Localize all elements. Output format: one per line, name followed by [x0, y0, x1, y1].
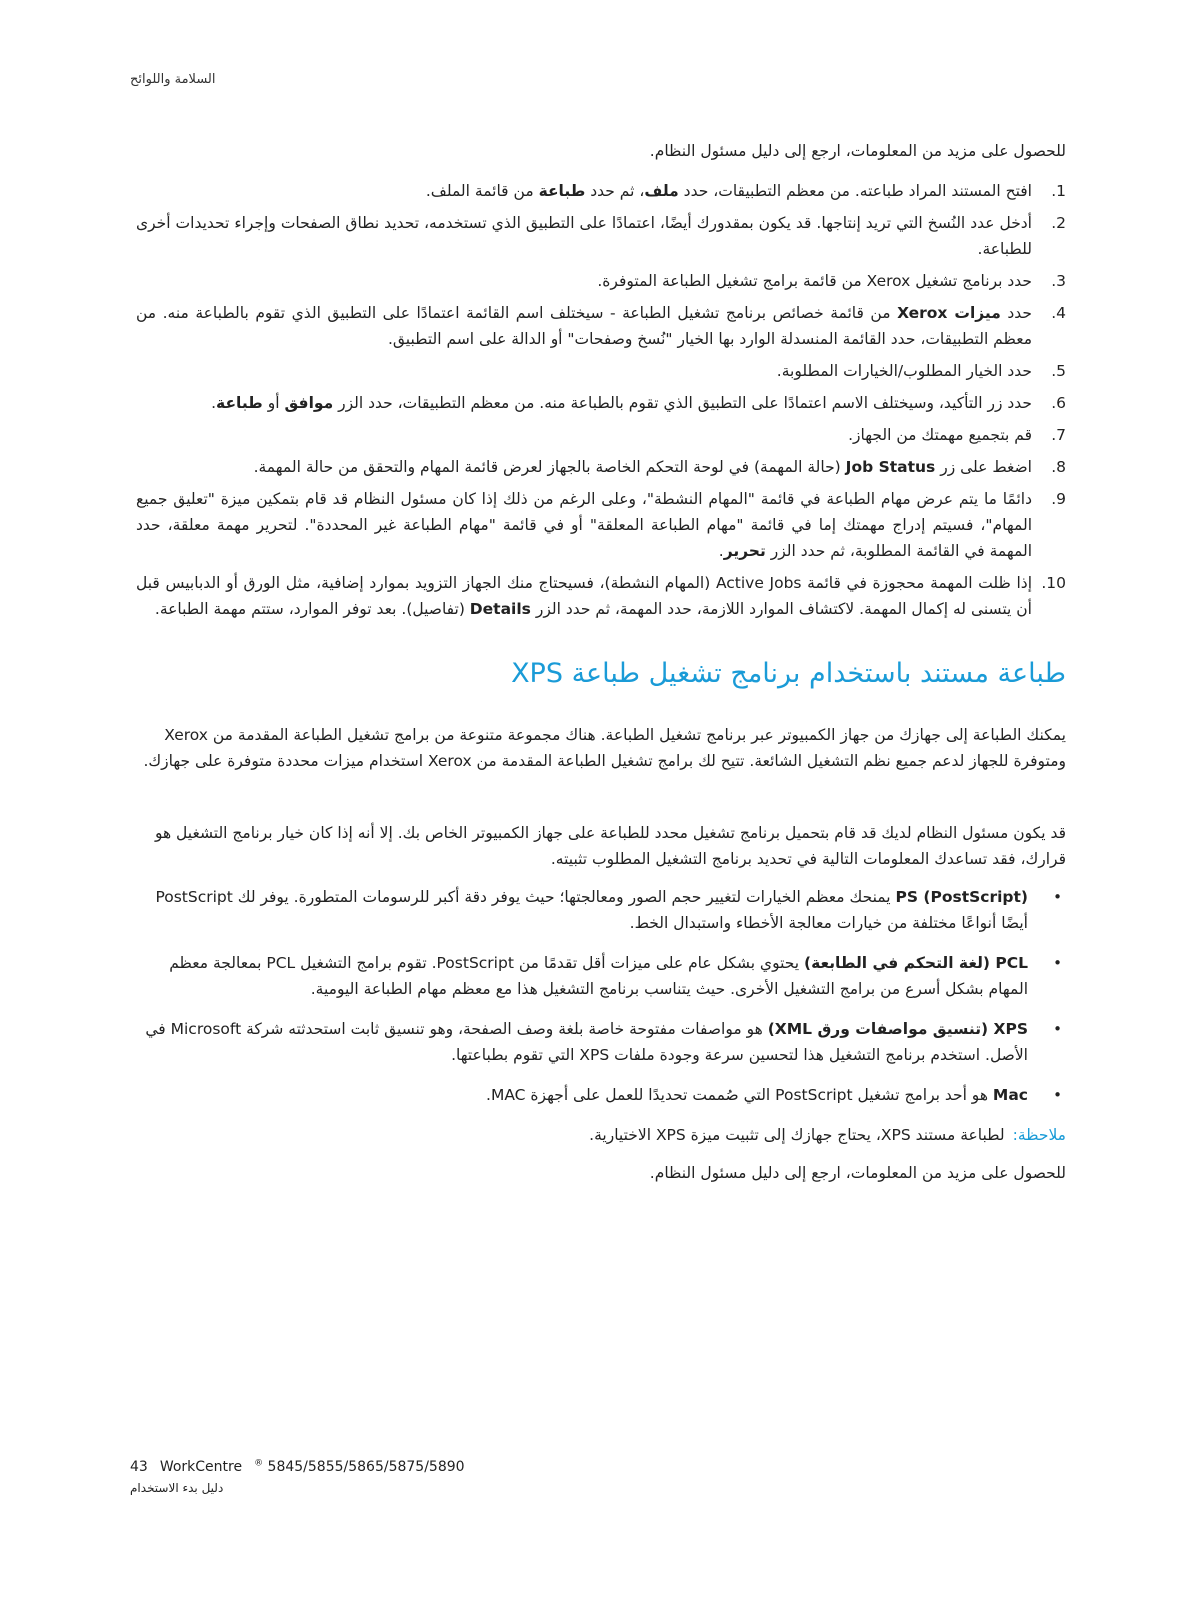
page-content: [136, 138, 1066, 1198]
driver-bullet-item: [136, 884, 1066, 936]
bullet-dot-icon: •: [1053, 888, 1062, 906]
driver-name: PS (PostScript): [895, 888, 1028, 906]
driver-name: XPS (تنسيق مواصفات ورق XML): [767, 1020, 1028, 1038]
step-number: 6.: [1051, 394, 1066, 412]
note-text: لطباعة مستند XPS، يحتاج جهازك إلى تثبيت ميزة XPS الاختيارية.: [589, 1126, 1005, 1144]
driver-description: يحتوي بشكل عام على ميزات أقل تقدمًا من PostScript. تقوم برامج التشغيل PCL بمعالجة معظم المهام بشكل أسرع من برامج التشغيل الأخرى. حيث يتناسب برنامج التشغيل هذا مع معظم مهام الطباعة اليومية.: [169, 954, 1028, 998]
step-text: من قائمة الملف.: [425, 182, 539, 200]
running-header: السلامة واللوائح: [130, 72, 216, 87]
step-number: 4.: [1051, 304, 1066, 322]
product-models: 5845/5855/5865/5875/5890: [263, 1458, 465, 1475]
step-text: أدخل عدد النُسخ التي تريد إنتاجها. قد يكون بمقدورك أيضًا، اعتمادًا على التطبيق الذي تستخدمه، تحديد نطاق الصفحات وإجراء تحديدات أخرى للطباعة.: [136, 214, 1032, 258]
driver-bullet-item: [136, 950, 1066, 1002]
intro-paragraph: للحصول على مزيد من المعلومات، ارجع إلى دليل مسئول النظام.: [649, 142, 1066, 160]
footer-product-line: [130, 1458, 477, 1475]
step-emphasis: طباعة: [216, 394, 263, 412]
step-emphasis: موافق: [284, 394, 334, 412]
step-number: 5.: [1051, 362, 1066, 380]
step-number: 9.: [1051, 490, 1066, 508]
steps-list: [136, 178, 1066, 622]
product-name: [160, 1459, 477, 1475]
step-number: 8.: [1051, 458, 1066, 476]
guide-name: دليل بدء الاستخدام: [130, 1480, 224, 1495]
step-text: من قائمة خصائص برنامج تشغيل الطباعة - سيختلف اسم القائمة اعتمادًا على التطبيق الذي تقوم بالطباعة منه. من معظم التطبيقات، حدد القائمة المنسدلة الوارد بها الخيار "نُسخ وصفحات" أو الدالة على اسم التطبيق.: [136, 304, 1032, 348]
step-item: [136, 390, 1066, 416]
step-text: حدد الخيار المطلوب/الخيارات المطلوبة.: [776, 362, 1032, 380]
step-emphasis: ميزات Xerox: [897, 304, 1001, 322]
driver-name: PCL (لغة التحكم في الطابعة): [804, 954, 1028, 972]
step-text: أو: [262, 394, 285, 412]
step-text: (حالة المهمة) في لوحة التحكم الخاصة بالجهاز لعرض قائمة المهام والتحقق من حالة المهمة.: [253, 458, 846, 476]
step-text: .: [211, 394, 217, 412]
step-item: [136, 422, 1066, 448]
step-text: (تفاصيل). بعد توفر الموارد، ستتم مهمة الطباعة.: [154, 600, 470, 618]
step-text: ، ثم حدد: [585, 182, 645, 200]
driver-description: يمنحك معظم الخيارات لتغيير حجم الصور ومعالجتها؛ حيث يوفر دقة أكبر للرسومات المتطورة. يوفر لك PostScript أيضًا أنواعًا مختلفة من خيارات معالجة الأخطاء واستبدال الخط.: [155, 888, 1028, 932]
driver-description: هو أحد برامج تشغيل PostScript التي صُممت تحديدًا للعمل على أجهزة MAC.: [486, 1086, 993, 1104]
step-emphasis: ملف: [644, 182, 679, 200]
note: [136, 1122, 1066, 1148]
step-text: حدد زر التأكيد، وسيختلف الاسم اعتمادًا على التطبيق الذي تقوم بالطباعة منه. من معظم التطبيقات، حدد الزر: [333, 394, 1032, 412]
step-emphasis: طباعة: [538, 182, 586, 200]
section-paragraph-2: قد يكون مسئول النظام لديك قد قام بتحميل برنامج تشغيل محدد للطباعة على جهاز الكمبيوتر الخاص بك. إلا أنه إذا كان خيار برنامج التشغيل هو قرارك، فقد تساعدك المعلومات التالية في تحديد برنامج التشغيل المطلوب تثبيته.: [154, 824, 1066, 868]
step-item: [136, 454, 1066, 480]
product-prefix: WorkCentre: [159, 1458, 243, 1475]
step-text: .: [718, 542, 724, 560]
step-item: [136, 268, 1066, 294]
section-heading: طباعة مستند باستخدام برنامج تشغيل طباعة XPS: [511, 658, 1066, 689]
section-paragraph-1: يمكنك الطباعة إلى جهازك من جهاز الكمبيوتر عبر برنامج تشغيل الطباعة. هناك مجموعة متنوعة من برامج تشغيل الطباعة المقدمة من Xerox ومتوفرة للجهاز لدعم جميع نظم التشغيل الشائعة. تتيح لك برامج تشغيل الطباعة المقدمة من Xerox استخدام ميزات محددة متوفرة على جهازك.: [143, 726, 1066, 770]
driver-bullets: [136, 884, 1066, 1108]
step-emphasis: Job Status: [845, 458, 936, 476]
note-label: ملاحظة:: [1012, 1126, 1066, 1144]
step-text: افتح المستند المراد طباعته. من معظم التطبيقات، حدد: [678, 182, 1032, 200]
registered-mark: ®: [254, 1458, 264, 1468]
step-number: 10.: [1041, 574, 1066, 592]
driver-name: Mac: [992, 1086, 1028, 1104]
step-item: [136, 486, 1066, 564]
bullet-dot-icon: •: [1053, 1086, 1062, 1104]
step-text: اضغط على زر: [935, 458, 1032, 476]
driver-bullet-item: [136, 1082, 1066, 1108]
step-item: [136, 210, 1066, 262]
page-number: 43: [130, 1458, 148, 1475]
step-text: حدد برنامج تشغيل Xerox من قائمة برامج تشغيل الطباعة المتوفرة.: [597, 272, 1032, 290]
step-number: 7.: [1051, 426, 1066, 444]
step-text: دائمًا ما يتم عرض مهام الطباعة في قائمة "المهام النشطة"، وعلى الرغم من ذلك إذا كان مسئول النظام قد قام بتمكين ميزة "تعليق جميع المهام"، فسيتم إدراج مهمتك إما في قائمة "مهام الطباعة المعلقة" أو في قائمة "مهام الطباعة غير المحددة". لتحرير مهمة معلقة، حدد المهمة في القائمة المطلوبة، ثم حدد الزر: [136, 490, 1032, 560]
outro-paragraph: للحصول على مزيد من المعلومات، ارجع إلى دليل مسئول النظام.: [649, 1164, 1066, 1182]
page-footer: [130, 1458, 477, 1495]
step-text: قم بتجميع مهمتك من الجهاز.: [848, 426, 1032, 444]
step-item: [136, 300, 1066, 352]
step-number: 3.: [1051, 272, 1066, 290]
step-text: إذا ظلت المهمة محجوزة في قائمة Active Jobs (المهام النشطة)، فسيحتاج منك الجهاز التزويد بموارد إضافية، مثل الورق أو الدبابيس قبل أن يتسنى له إكمال المهمة. لاكتشاف الموارد اللازمة، حدد المهمة، ثم حدد الزر: [136, 574, 1033, 618]
bullet-dot-icon: •: [1053, 954, 1062, 972]
bullet-dot-icon: •: [1053, 1020, 1062, 1038]
step-item: [136, 178, 1066, 204]
step-number: 2.: [1051, 214, 1066, 232]
step-emphasis: Details: [469, 600, 531, 618]
step-item: [136, 570, 1066, 622]
step-number: 1.: [1051, 182, 1066, 200]
driver-bullet-item: [136, 1016, 1066, 1068]
step-text: حدد: [1000, 304, 1033, 322]
step-emphasis: تحرير: [723, 542, 766, 560]
driver-description: هو مواصفات مفتوحة خاصة بلغة وصف الصفحة، وهو تنسيق ثابت استحدثته شركة Microsoft في الأصل. استخدم برنامج التشغيل هذا لتحسين سرعة وجودة ملفات XPS التي تقوم بطباعتها.: [145, 1020, 1028, 1064]
step-item: [136, 358, 1066, 384]
